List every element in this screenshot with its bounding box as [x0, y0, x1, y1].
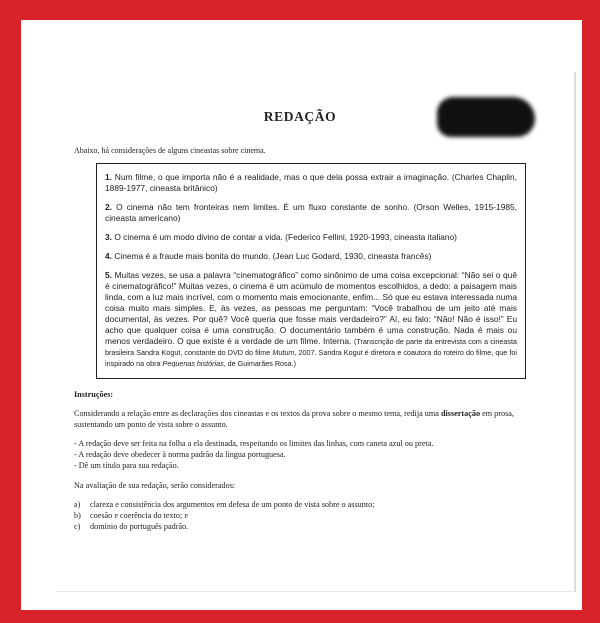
film-title: Mutum	[272, 348, 295, 357]
quote-source-note: (Transcrição de parte da entrevista com a cineasta brasileira Sandra Kogut, constante do DVD do filme Mutum, 2007. Sandra Kogut é diretora e coautora do roteiro do filme, que foi inspirado na obra Pequenas histórias, de Guimarães Rosa.)	[105, 337, 518, 368]
rule-item: - A redação deve obedecer à norma padrão da língua portuguesa.	[74, 450, 286, 459]
quote-item	[105, 232, 517, 243]
quote-text: Cinema é a fraude mais bonita do mundo. (Jean Luc Godard, 1930, cineasta francês)	[114, 251, 432, 261]
quote-text: Muitas vezes, se usa a palavra “cinematográfico” como sinônimo de uma coisa excepcional: “Não sei o quê é cinematográfico!” Muitas vezes, o cinema é um acúmulo de momentos escolhidos, a dedo: a paisagem mais linda, com a luz mais incrível, com o momento mais emocionante, enfim... Só que eu estava interessada numa coisa muito mais simples. E, às vezes, as pessoas me perguntam: “Você trabalhou de um jeito até mais documental, às vezes. Por quê? Você queria que fosse mais verdadeiro?” Aí, eu falo: “Não! Não é isso!” Eu acho que qualquer coisa é uma construção. O documentário também é uma construção. Nada é mais ou menos verdadeiro. O que existe é a verdade de um filme. Interna.	[105, 270, 517, 346]
book-title: Pequenas histórias	[162, 359, 224, 368]
quote-item	[105, 270, 517, 369]
quote-text: O cinema é um modo divino de contar a vida. (Federico Fellini, 1920-1993, cineasta italiano)	[114, 232, 457, 242]
criteria-item: b) coesão e coerência do texto; e	[74, 511, 188, 520]
rules-list	[74, 438, 530, 471]
quote-item	[105, 202, 517, 224]
intro-text: Abaixo, há considerações de alguns cineastas sobre cinema.	[74, 146, 266, 155]
quote-number: 3.	[105, 232, 112, 242]
task-keyword: dissertação	[440, 409, 481, 418]
evaluation-intro: Na avaliação de sua redação, serão considerados:	[74, 481, 236, 490]
criteria-item: c) domínio do português padrão.	[74, 522, 189, 531]
rule-item: - A redação deve ser feita na folha a ela destinada, respeitando os limites das linhas, com caneta azul ou preta.	[74, 439, 434, 448]
quote-text: O cinema não tem fronteiras nem limites. É um fluxo constante de sonho. (Orson Welles, 1915-1985, cineasta americano)	[105, 202, 518, 223]
quote-item	[105, 172, 517, 194]
redacted-area	[437, 97, 535, 137]
task-text: Considerando a relação entre as declarações dos cineastas e os textos da prova sobre o mesmo tema, redija uma dissertação em prosa, sustentando um ponto de vista sobre o assunto.	[74, 409, 514, 429]
rule-item: - Dê um título para sua redação.	[74, 461, 179, 470]
quote-item	[105, 251, 517, 262]
page-title: REDAÇÃO	[263, 109, 337, 124]
criteria-item: a) clareza e consistência dos argumentos em defesa de um ponto de vista sobre o assunto;	[74, 500, 375, 509]
quote-number: 4.	[105, 251, 112, 261]
instructions-section	[74, 389, 530, 532]
quotes-box	[96, 163, 526, 379]
quote-number: 1.	[105, 172, 112, 182]
quote-number: 2.	[105, 202, 112, 212]
criteria-list	[74, 499, 530, 532]
quote-text: Num filme, o que importa não é a realidade, mas o que dela possa extrair a imaginação. (Charles Chaplin, 1889-1977, cineasta britânico)	[105, 172, 518, 193]
instructions-heading: Instruções:	[74, 390, 114, 399]
quote-number: 5.	[105, 270, 112, 280]
